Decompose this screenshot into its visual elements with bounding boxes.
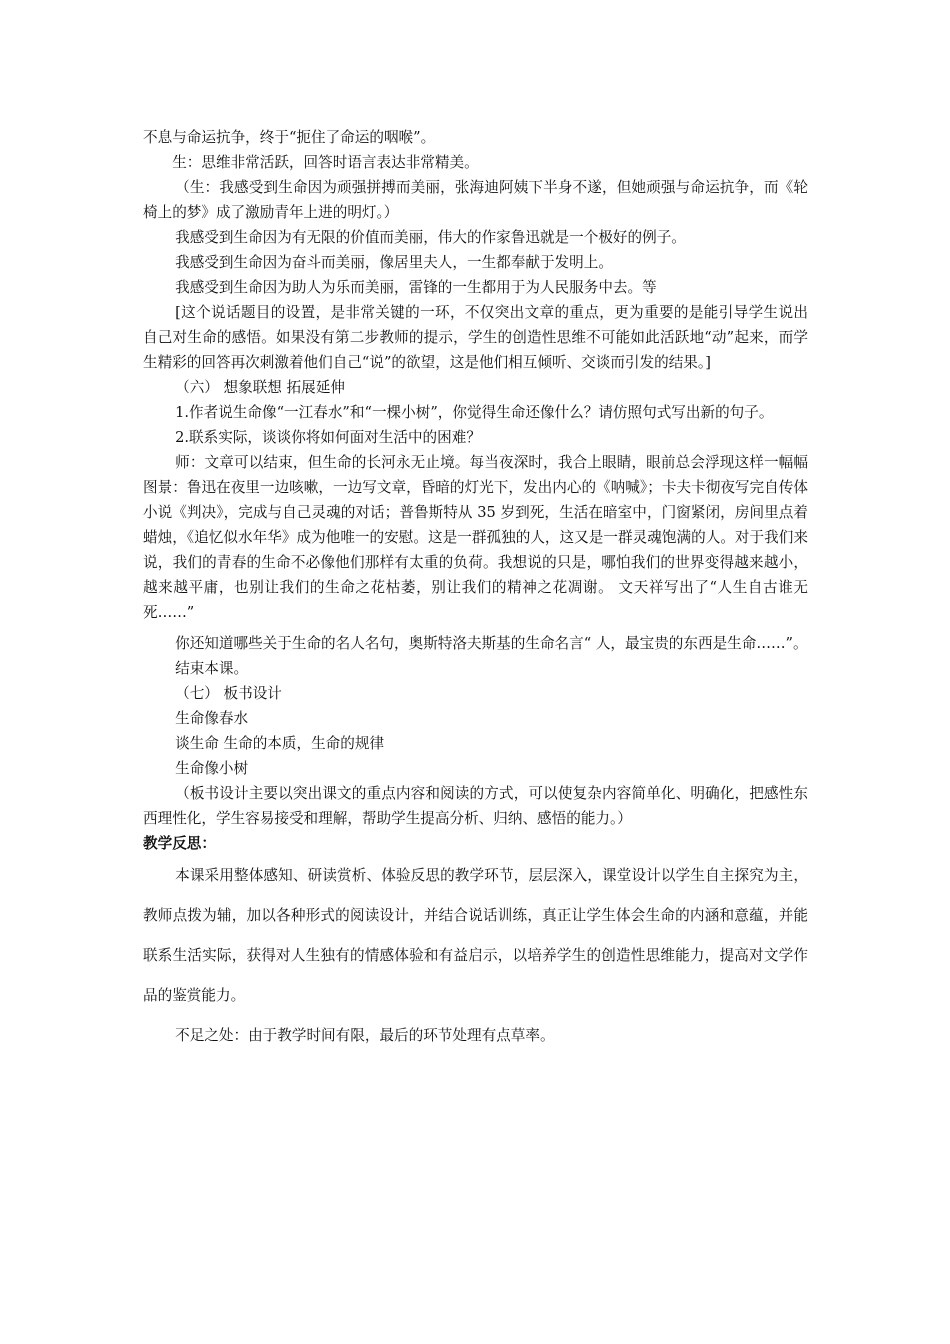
paragraph: 我感受到生命因为奋斗而美丽，像居里夫人，一生都奉献于发明上。 [175,254,613,271]
paragraph: 你还知道哪些关于生命的名人名句，奥斯特洛夫斯基的生命名言“ 人，最宝贵的东西是生命……”。 [175,635,808,652]
question-two: 2.联系实际，谈谈你将如何面对生活中的困难？ [175,429,481,446]
board-line: 生命像春水 [175,710,249,727]
teacher-paragraph: 师：文章可以结束，但生命的长河永无止境。每当夜深时，我合上眼睛，眼前总会浮现这样一幅幅图景：鲁迅在夜里一边咳嗽，一边写文章，昏暗的灯光下，发出内心的《呐喊》；卡夫卡彻夜写完自传体小说《判决》，完成与自己灵魂的对话；普鲁斯特从 35 岁到死，生活在暗室中，门窗紧闭，房间里点着蜡烛，《追忆似水年华》成为他唯一的安慰。这是一群孤独的人，这又是一群灵魂饱满的人。对于我们来说，我们的青春的生命不必像他们那样有太重的负荷。我想说的只是，哪怕我们的世界变得越来越小，越来越平庸，也别让我们的生命之花枯萎，别让我们的精神之花凋谢。 文天祥写出了“人生自古谁无死……” [143,454,808,621]
section-heading-seven: （七） 板书设计 [175,685,282,702]
paragraph: 不息与命运抗争，终于“扼住了命运的咽喉”。 [143,129,436,146]
commentary-paragraph: [这个说话题目的设置，是非常关键的一环，不仅突出文章的重点，更为重要的是能引导学生说出自己对生命的感悟。如果没有第二步教师的提示，学生的创造性思维不可能如此活跃地“动”起来，而学生精彩的回答再次刺激着他们自己“说”的欲望，这是他们相互倾听、交谈而引发的结果。] [143,304,808,371]
question-one: 1.作者说生命像“一江春水”和“一棵小树”，你觉得生命还像什么？请仿照句式写出新的句子。 [175,404,774,421]
paragraph: 生：思维非常活跃，回答时语言表达非常精美。 [172,154,479,171]
paragraph: （生：我感受到生命因为顽强拼搏而美丽，张海迪阿姨下半身不遂，但她顽强与命运抗争，而《轮椅上的梦》成了激励青年上进的明灯。） [143,179,808,221]
board-line: 谈生命 生命的本质，生命的规律 [175,735,385,752]
section-heading-six: （六） 想象联想 拓展延伸 [175,379,345,396]
paragraph: 我感受到生命因为有无限的价值而美丽，伟大的作家鲁迅就是一个极好的例子。 [175,229,686,246]
board-line: 生命像小树 [175,760,249,777]
paragraph: 我感受到生命因为助人为乐而美丽，雷锋的一生都用于为人民服务中去。等 [175,279,657,296]
reflection-paragraph: 不足之处：由于教学时间有限，最后的环节处理有点草率。 [175,1027,555,1044]
paragraph: 结束本课。 [175,660,249,677]
reflection-paragraph: 本课采用整体感知、研读赏析、体验反思的教学环节，层层深入，课堂设计以学生自主探究为主，教师点拨为辅，加以各种形式的阅读设计，并结合说话训练，真正让学生体会生命的内涵和意蕴，并能联系生活实际，获得对人生独有的情感体验和有益启示，以培养学生的创造性思维能力，提高对文学作品的鉴赏能力。 [143,867,808,1004]
document-body [143,125,808,1056]
paragraph: （板书设计主要以突出课文的重点内容和阅读的方式，可以使复杂内容简单化、明确化，把感性东西理性化，学生容易接受和理解，帮助学生提高分析、归纳、感悟的能力。） [143,785,808,827]
reflection-heading: 教学反思： [143,835,216,852]
